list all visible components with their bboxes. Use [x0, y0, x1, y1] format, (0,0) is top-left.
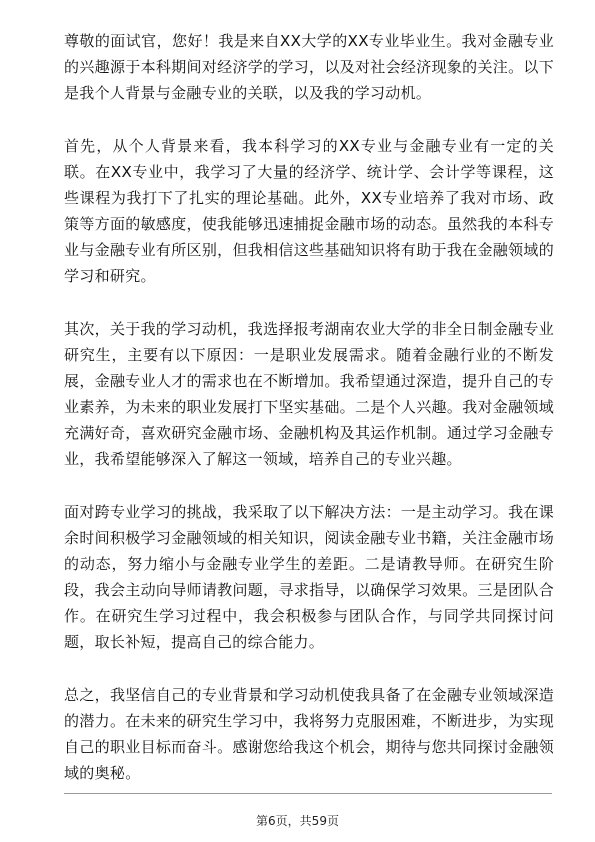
page-number: 第6页，共59页: [256, 814, 339, 828]
document-body: [64, 28, 554, 813]
footer-divider: [64, 793, 552, 794]
paragraph-conclusion: 总之，我坚信自己的专业背景和学习动机使我具备了在金融专业领域深造的潜力。在未来的研究生学习中，我将努力克服困难，不断进步，为实现自己的职业目标而奋斗。感谢您给我这个机会，期待与您共同探讨金融领域的奥秘。: [64, 686, 554, 782]
paragraph-motivation: 其次，关于我的学习动机，我选择报考湖南农业大学的非全日制金融专业研究生，主要有以下原因：一是职业发展需求。随着金融行业的不断发展，金融专业人才的需求也在不断增加。我希望通过深造，提升自己的专业素养，为未来的职业发展打下坚实基础。二是个人兴趣。我对金融领域充满好奇，喜欢研究金融市场、金融机构及其运作机制。通过学习金融专业，我希望能够深入了解这一领域，培养自己的专业兴趣。: [64, 320, 554, 468]
paragraph-challenges: 面对跨专业学习的挑战，我采取了以下解决方法：一是主动学习。我在课余时间积极学习金融领域的相关知识，阅读金融专业书籍，关注金融市场的动态，努力缩小与金融专业学生的差距。二是请教导师。在研究生阶段，我会主动向导师请教问题，寻求指导，以确保学习效果。三是团队合作。在研究生学习过程中，我会积极参与团队合作，与同学共同探讨问题，取长补短，提高自己的综合能力。: [64, 503, 554, 651]
paragraph-background: 首先，从个人背景来看，我本科学习的XX专业与金融专业有一定的关联。在XX专业中，我学习了大量的经济学、统计学、会计学等课程，这些课程为我打下了扎实的理论基础。此外，XX专业培养了我对市场、政策等方面的敏感度，使我能够迅速捕捉金融市场的动态。虽然我的本科专业与金融专业有所区别，但我相信这些基础知识将有助于我在金融领域的学习和研究。: [64, 137, 554, 285]
paragraph-greeting: 尊敬的面试官，您好！我是来自XX大学的XX专业毕业生。我对金融专业的兴趣源于本科期间对经济学的学习，以及对社会经济现象的关注。以下是我个人背景与金融专业的关联，以及我的学习动机。: [64, 32, 554, 102]
